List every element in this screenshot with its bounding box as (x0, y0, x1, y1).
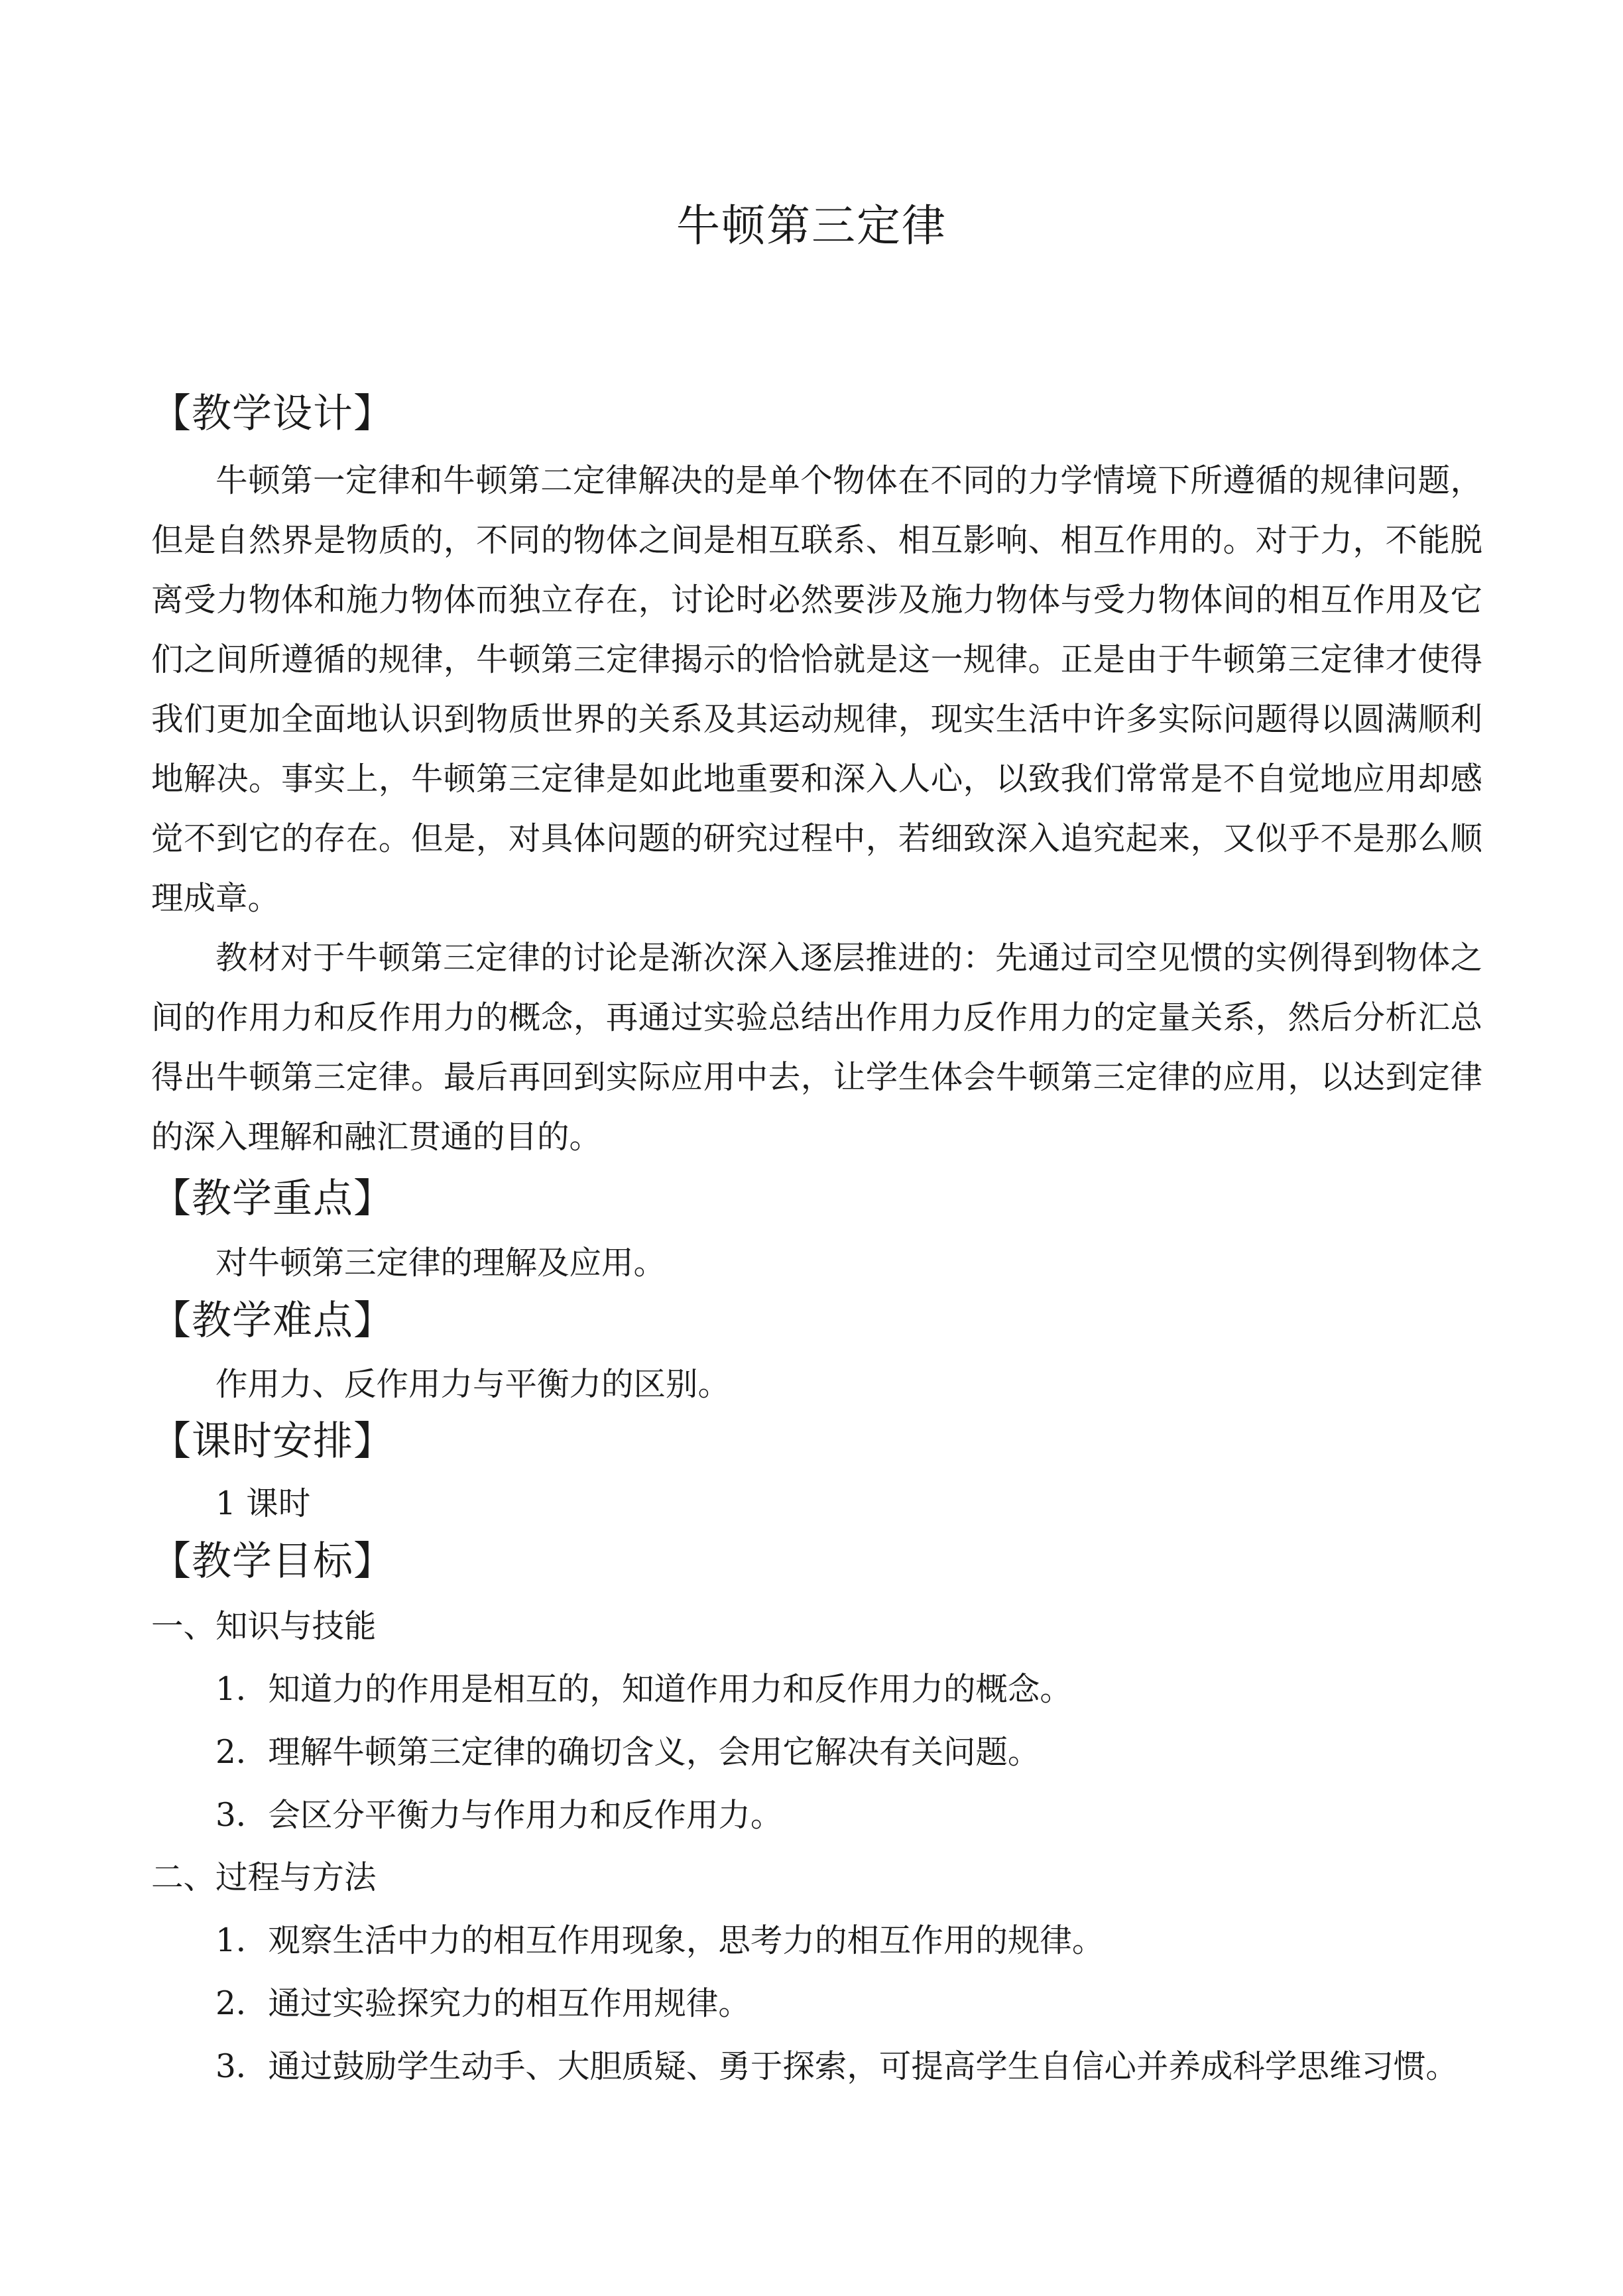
objectives-part2-item-3: 3．通过鼓励学生动手、大胆质疑、勇于探索，可提高学生自信心并养成科学思维习惯。 (215, 2048, 1458, 2085)
objectives-part2-title: 二、过程与方法 (151, 1859, 377, 1896)
paragraph-design-2: 教材对于牛顿第三定律的讨论是渐次深入逐层推进的：先通过司空见惯的实例得到物体之间的作用力和反作用力的概念，再通过实验总结出作用力反作用力的定量关系，然后分析汇总得出牛顿第三定律。最后再回到实际应用中去，让学生体会牛顿第三定律的应用，以达到定律的深入理解和融汇贯通的目的。 (151, 939, 1482, 1156)
difficulties-text: 作用力、反作用力与平衡力的区别。 (215, 1366, 731, 1403)
objectives-part1-item-2: 2．理解牛顿第三定律的确切含义，会用它解决有关问题。 (215, 1734, 1040, 1771)
page-title: 牛顿第三定律 (676, 200, 947, 251)
section-heading-schedule: 【课时安排】 (151, 1418, 394, 1465)
section-heading-objectives: 【教学目标】 (151, 1538, 394, 1585)
objectives-part1-item-3: 3．会区分平衡力与作用力和反作用力。 (215, 1797, 783, 1834)
objectives-part2-item-2: 2．通过实验探究力的相互作用规律。 (215, 1985, 751, 2022)
key-points-text: 对牛顿第三定律的理解及应用。 (215, 1244, 666, 1282)
objectives-part1-item-1: 1．知道力的作用是相互的，知道作用力和反作用力的概念。 (215, 1671, 1072, 1708)
section-heading-key-points: 【教学重点】 (151, 1176, 394, 1222)
objectives-part1-title: 一、知识与技能 (151, 1608, 377, 1645)
section-heading-difficulties: 【教学难点】 (151, 1298, 394, 1344)
section-heading-teaching-design: 【教学设计】 (151, 391, 394, 437)
paragraph-design-1: 牛顿第一定律和牛顿第二定律解决的是单个物体在不同的力学情境下所遵循的规律问题，但是自然界是物质的，不同的物体之间是相互联系、相互影响、相互作用的。对于力，不能脱离受力物体和施力物体而独立存在，讨论时必然要涉及施力物体与受力物体间的相互作用及它们之间所遵循的规律，牛顿第三定律揭示的恰恰就是这一规律。正是由于牛顿第三定律才使得我们更加全面地认识到物质世界的关系及其运动规律，现实生活中许多实际问题得以圆满顺利地解决。事实上，牛顿第三定律是如此地重要和深入人心，以致我们常常是不自觉地应用却感觉不到它的存在。但是，对具体问题的研究过程中，若细致深入追究起来，又似乎不是那么顺理成章。 (151, 462, 1482, 917)
schedule-text: 1 课时 (215, 1485, 311, 1522)
objectives-part2-item-1: 1．观察生活中力的相互作用现象，思考力的相互作用的规律。 (215, 1922, 1105, 1959)
